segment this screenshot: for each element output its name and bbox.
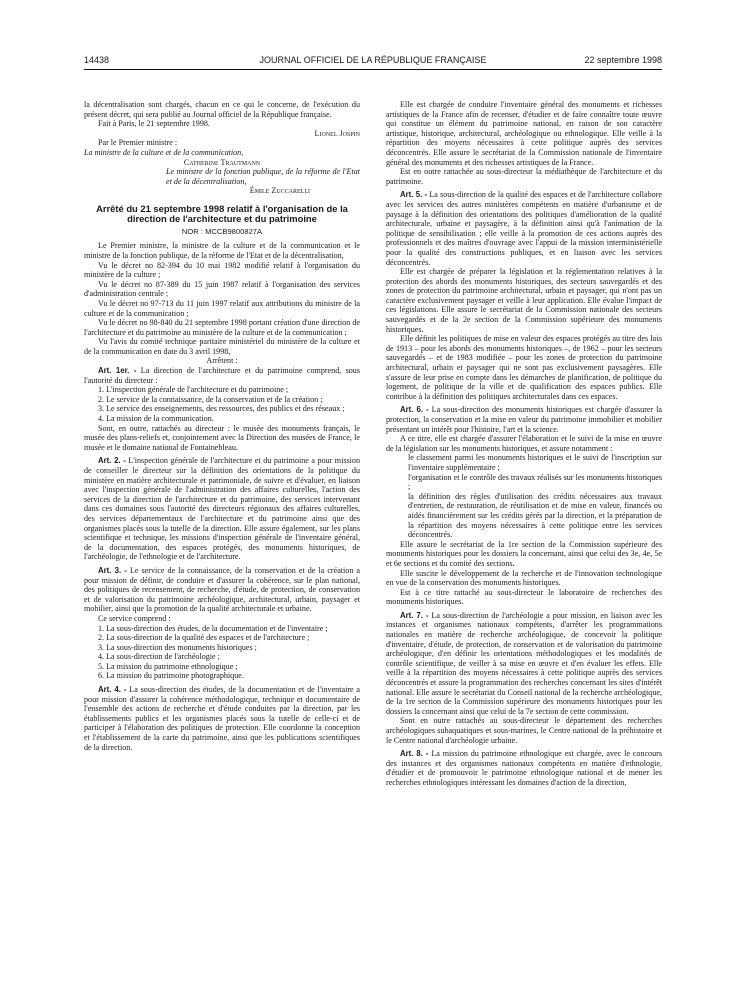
paragraph: Vu le décret no 97-713 du 11 juin 1997 relatif aux attributions du ministre de la culture et de la communication ;: [84, 298, 360, 318]
article-label: Art. 5. -: [400, 190, 428, 200]
article-label: Art. 1er. -: [98, 366, 137, 376]
paragraph: Elle est chargée de préparer la législation et la réglementation relatives à la protection des abords des monuments historiques, des secteurs sauvegardés et des zones de protection du patrimoine architectural, urbain et paysager, qui n'ont pas un caractère exclusivement paysager et veille à leur application. Elle évalue l'impact de ces législations. Elle assure le secrétariat de la Commission nationale des secteurs sauvegardés et de la 2e section de la Commission supérieure des monuments historiques.: [386, 267, 662, 334]
paragraph: Vu le décret no 98-840 du 21 septembre 1998 portant création d'une direction de l'architecture et du patrimoine au ministère de la culture et de la communication ;: [84, 318, 360, 337]
paragraph: Est en outre rattachée au sous-directeur la médiathèque de l'architecture et du patrimoine.: [386, 167, 662, 186]
list-item: 1. La sous-direction des études, de la documentation et de l'inventaire ;: [98, 623, 328, 633]
list-item: 4. La sous-direction de l'archéologie ;: [98, 652, 220, 662]
list-item: 2. La sous-direction de la qualité des espaces et de l'architecture ;: [98, 633, 310, 643]
article-text: L'inspection générale de l'architecture et du patrimoine a pour mission de conseiller le directeur sur la définition des orientations de la politique du ministère en matière architecturale et patrimoniale, de suivre et d'évaluer, en liaison avec l'inspection générale de l'administration des affaires culturelles, l'action des services de la direction de l'architecture et du patrimoine, des services intervenant dans ces domaines sous l'autorité des directeurs régionaux des affaires culturelles, des services départementaux de l'architecture et du patrimoine ainsi que des organismes placés sous la tutelle de la direction. Elle assure également, sur les plans scientifique et technique, les missions d'inspection générale de l'inventaire général, de la documentation, des espaces protégés, des monuments historiques, de l'archéologie, de l'ethnologie et de l'architecture.: [84, 456, 360, 562]
article-5: [386, 190, 662, 267]
paragraph: Elle est chargée de conduire l'inventaire général des monuments et richesses artistiques de la France afin de recenser, d'étudier et de faire connaître toute œuvre qui constitue un élément du patrimoine national, en raison de son caractère artistique, historique, architectural, archéologique ou ethnologique. Elle veille à la répartition des moyens nécessaires à cette politique auprès des services déconcentrés. Elle assure le secrétariat de la Commission nationale de l'inventaire général des monuments et des richesses artistiques de la France.: [386, 100, 662, 167]
paragraph: Vu l'avis du comité technique paritaire ministériel du ministère de la culture et de la communication en date du 3 avril 1998,: [84, 337, 360, 356]
article-8: [386, 749, 662, 787]
list-item: le classement parmi les monuments historiques et le suivi de l'inscription sur l'inventaire supplémentaire ;: [408, 453, 662, 472]
article-1: [84, 366, 360, 385]
list-item: 4. La mission de la communication.: [98, 414, 214, 424]
signature-culture-minister: Catherine Trautmann: [183, 157, 261, 167]
article-label: Art. 2. -: [98, 456, 126, 466]
list-item: 3. La sous-direction des monuments historiques ;: [98, 642, 257, 652]
list-item: 3. Le service des enseignements, des ressources, des publics et des réseaux ;: [98, 404, 345, 414]
article-4: [84, 685, 360, 752]
paragraph: Le Premier ministre, la ministre de la culture et de la communication et le ministre de la fonction publique, de la réforme de l'Etat et de la décentralisation,: [84, 241, 360, 260]
signature-public-service-minister: Émile Zuccarelli: [249, 186, 310, 196]
paragraph: Elle assure le secrétariat de la 1re section de la Commission supérieure des monuments historiques pour les dossiers la concernant, ainsi que celui des 3e, 4e, 5e et 6e sections et du comité des sections.: [386, 539, 662, 568]
article-7: [386, 611, 662, 717]
paragraph: la décentralisation sont chargés, chacun en ce qui le concerne, de l'exécution du présent décret, qui sera publié au Journal officiel de la République française.: [84, 100, 360, 119]
issue-date: 22 septembre 1998: [584, 55, 662, 65]
paragraph: Arrêtent :: [206, 356, 238, 366]
paragraph: Est à ce titre rattaché au sous-directeur le laboratoire de recherches des monuments historiques.: [386, 587, 662, 607]
paragraph: Fait à Paris, le 21 septembre 1998.: [98, 119, 210, 129]
article-label: Art. 4. -: [98, 685, 127, 695]
decree-title: Arrêté du 21 septembre 1998 relatif à l'organisation de la direction de l'architecture et du patrimoine: [96, 202, 348, 225]
header-rule: [84, 69, 662, 70]
paragraph: Le ministre de la fonction publique, de la réforme de l'Etat et de la décentralisation,: [166, 167, 360, 186]
paragraph: A ce titre, elle est chargée d'assurer l'élaboration et le suivi de la mise en œuvre de la législation sur les monuments historiques, et assure notamment :: [386, 434, 662, 453]
paragraph: Sont en outre rattachés au sous-directeur le département des recherches archéologiques subaquatiques et sous-marines, le Centre national de la préhistoire et le Centre national d'archéologie urbaine.: [386, 716, 662, 745]
article-text: La mission du patrimoine ethnologique est chargée, avec le concours des instances et des organismes nationaux compétents en matière d'ethnologie, d'étudier et de promouvoir le patrimoine ethnologique national et de mener les recherches ethnologiques intéressant les domaines d'action de la direction,: [386, 749, 662, 787]
article-text: La sous-direction des monuments historiques est chargée d'assurer la protection, la conservation et la mise en valeur du patrimoine immobilier et mobilier présentant un intérêt pour l'histoire, l'art et la science.: [386, 405, 662, 434]
article-text: La sous-direction des études, de la documentation et de l'inventaire a pour mission d'assurer la cohérence méthodologique, technique et documentaire de l'ensemble des actions de recherche et d'étude conduites par la direction, par les établissements publics et les organismes placés sous la tutelle de celle-ci et de participer à l'élaboration des politiques de protection. Elle coordonne la conception et l'établissement de la carte du patrimoine, ainsi que les publications scientifiques de la direction.: [84, 685, 361, 752]
signature-prime-minister: Lionel Jospin: [314, 128, 360, 138]
list-item: 1. L'inspection générale de l'architecture et du patrimoine ;: [98, 385, 289, 395]
list-item: la définition des règles d'utilisation des crédits nécessaires aux travaux d'entretien, de restauration, de réutilisation et de mise en valeur, financés ou aidés financièrement sur les crédits gérés par la direction, et la préparation de la répartition des moyens nécessaires à cette politique entre les services déconcentrés.: [408, 491, 662, 540]
paragraph: Ce service comprend :: [98, 613, 171, 623]
paragraph: Elle définit les politiques de mise en valeur des espaces protégés au titre des lois de 1913 – pour les abords des monuments historiques –, de 1962 – pour les secteurs sauvegardés – et de 1983 modifiée – pour les zones de protection du patrimoine architectural, urbain et paysager qui ne sont pas exclusivement paysagères. Elle s'assure de leur prise en compte dans les démarches de planification, de politique du logement, de politique de la ville et de qualification des espaces publics. Elle contribue à la définition des politiques architecturales dans ces espaces.: [386, 334, 662, 401]
article-text: La direction de l'architecture et du patrimoine comprend, sous l'autorité du directeur :: [84, 366, 360, 385]
paragraph: Par le Premier ministre :: [98, 138, 178, 148]
paragraph: Elle suscite le développement de la recherche et de l'innovation technologique en vue de la conservation des monuments historiques.: [386, 568, 662, 588]
list-item: 6. La mission du patrimoine photographique.: [98, 671, 244, 681]
page-header: [84, 55, 662, 69]
article-6: [386, 405, 662, 434]
left-column: [84, 100, 360, 752]
article-text: Le service de la connaissance, de la conservation et de la création a pour mission de définir, de conduire et d'assurer la cohérence, sur le plan national, des politiques de recensement, de recherche, d'étude, de protection, de conservation et de valorisation du patrimoine archéologique, architectural, urbain, paysager et mobilier, ainsi que la promotion de la qualité architecturale et urbaine.: [84, 565, 361, 614]
article-label: Art. 6. -: [400, 405, 429, 415]
list-item: 2. Le service de la connaissance, de la conservation et de la création ;: [98, 394, 323, 404]
list-item: 5. La mission du patrimoine ethnologique ;: [98, 661, 238, 671]
article-label: Art. 7. -: [400, 610, 429, 620]
page-number: 14438: [84, 55, 110, 65]
article-text: La sous-direction de l'archéologie a pour mission, en liaison avec les instances et organismes nationaux compétents, d'arrêter les programmations nationales en matière de recherche archéologique, de concevoir la politique d'inventaire, d'étude, de protection, de conservation et de valorisation du patrimoine archéologique, d'en définir les orientations méthodologiques et les modalités de contrôle scientifique, de veiller à sa mise en œuvre et d'en évaluer les effets. Elle veille à la répartition des moyens nécessaires à cette politique auprès des services déconcentrés et assure la programmation des recherches concernant les sites d'intérêt national. Elle assure le secrétariat du Conseil national de la recherche archéologique, de la 1re section de la Commission supérieure des monuments historiques pour les dossiers la concernant ainsi que celui de la 7e section de cette commission.: [386, 610, 663, 716]
article-3: [84, 566, 360, 614]
paragraph: Sont, en outre, rattachés au directeur : le musée des monuments français, le musée des plans-reliefs et, conjointement avec la Direction des musées de France, le musée et le domaine national de Fontainebleau.: [84, 423, 360, 452]
nor-reference: NOR : MCCB9800827A: [181, 226, 263, 236]
article-label: Art. 8. -: [400, 749, 429, 759]
article-2: [84, 456, 360, 562]
list-item: l'organisation et le contrôle des travaux réalisés sur les monuments historiques ;: [408, 472, 662, 492]
article-text: La sous-direction de la qualité des espaces et de l'architecture collabore avec les services des autres ministères compétents en matière d'urbanisme et de paysage à la définition des orientations des politiques d'amélioration de la qualité architecturale, urbaine et paysagère, à la définition ainsi qu'à l'animation de la politique de sensibilisation ; elle veille à la promotion de ces actions auprès des professionnels et des maîtres d'ouvrage avec l'appui de la mission interministérielle pour la qualité des constructions publiques, et en liaison avec les services déconcentrés.: [386, 190, 663, 267]
article-label: Art. 3. -: [98, 565, 127, 575]
paragraph: Vu le décret no 87-389 du 15 juin 1987 relatif à l'organisation des services d'administration centrale ;: [84, 279, 360, 299]
paragraph: Vu le décret no 82-394 du 10 mai 1982 modifié relatif à l'organisation du ministère de la culture ;: [84, 260, 360, 280]
right-column: [386, 100, 662, 788]
paragraph: La ministre de la culture et de la communication,: [84, 147, 244, 157]
journal-title: JOURNAL OFFICIEL DE LA RÉPUBLIQUE FRANÇAISE: [259, 55, 487, 65]
